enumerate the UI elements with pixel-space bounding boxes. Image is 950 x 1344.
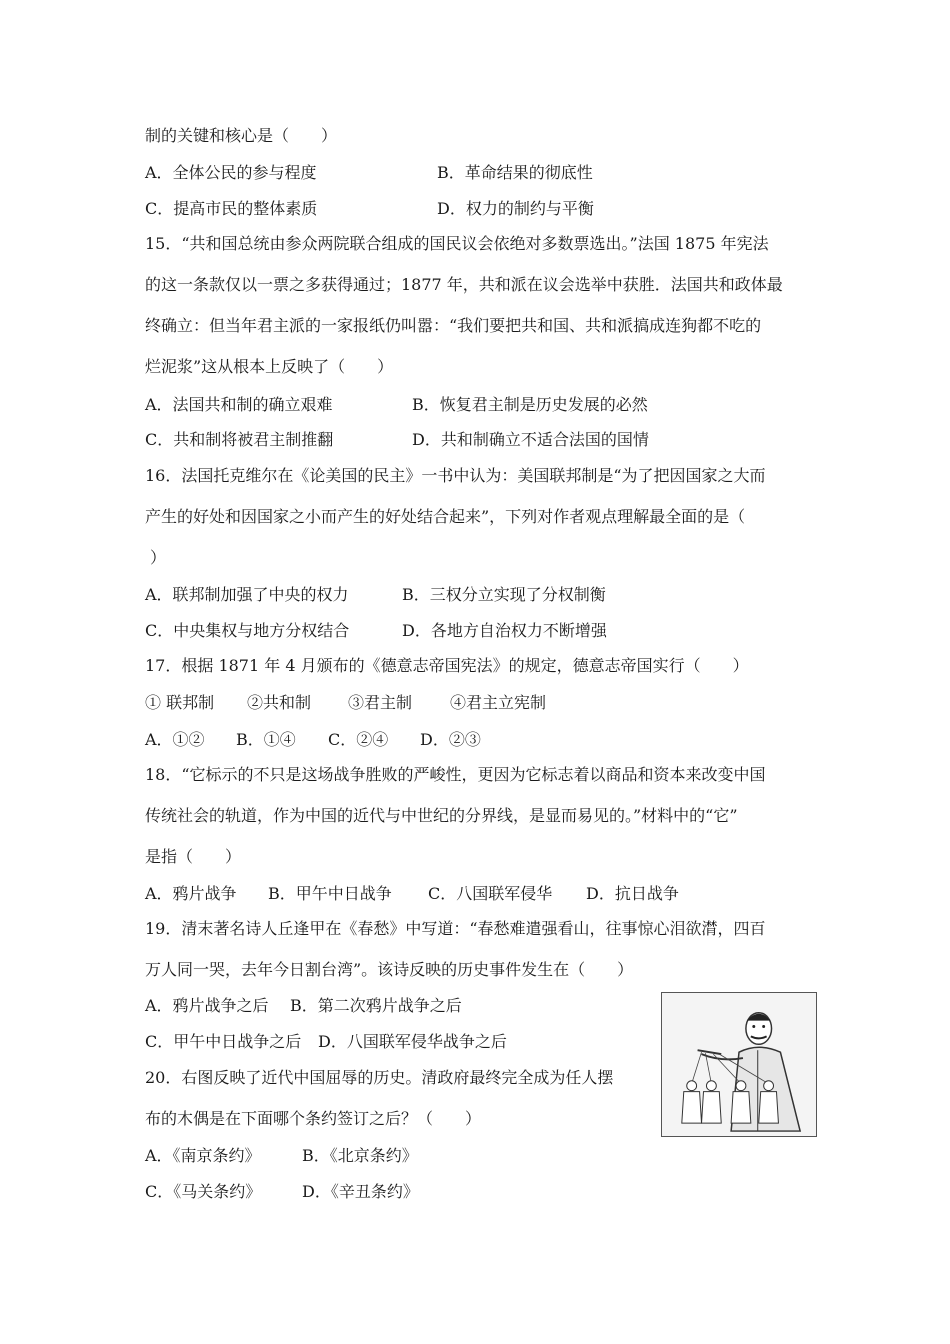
q17-item-1: ① 联邦制 xyxy=(145,693,215,712)
q19-option-c: C．甲午中日战争之后 xyxy=(145,1032,302,1051)
q17-item-4: ④君主立宪制 xyxy=(450,693,547,712)
q14-stem-continuation: 制的关键和核心是（ ） xyxy=(145,126,338,145)
q16-option-d: D．各地方自治权力不断增强 xyxy=(402,621,607,640)
q15-stem-line-1: 15．“共和国总统由参众两院联合组成的国民议会依绝对多数票选出。”法国 1875 年宪法 xyxy=(145,234,769,253)
q17-option-d: D．②③ xyxy=(420,730,481,749)
q15-stem-line-3: 终确立：但当年君主派的一家报纸仍叫嚣：“我们要把共和国、共和派搞成连狗都不吃的 xyxy=(145,316,762,335)
q14-option-a: A．全体公民的参与程度 xyxy=(145,163,317,182)
q14-option-c: C．提高市民的整体素质 xyxy=(145,199,318,218)
q17-option-b: B．①④ xyxy=(236,730,296,749)
q15-option-b: B．恢复君主制是历史发展的必然 xyxy=(412,395,648,414)
q18-stem-line-2: 传统社会的轨道，作为中国的近代与中世纪的分界线，是显而易见的。”材料中的“它” xyxy=(145,806,738,825)
q19-stem-line-1: 19．清末著名诗人丘逢甲在《春愁》中写道：“春愁难遣强看山，往事惊心泪欲潸，四百 xyxy=(145,919,766,938)
q17-option-c: C．②④ xyxy=(328,730,389,749)
q16-stem-line-1: 16．法国托克维尔在《论美国的民主》一书中认为：美国联邦制是“为了把因国家之大而 xyxy=(145,466,766,485)
q17-option-a: A．①② xyxy=(145,730,205,749)
q19-option-b: B．第二次鸦片战争之后 xyxy=(290,996,462,1015)
q20-option-d: D．《辛丑条约》 xyxy=(302,1182,419,1201)
q15-stem-line-2: 的这一条款仅以一票之多获得通过；1877 年，共和派在议会选举中获胜．法国共和政体最 xyxy=(145,275,783,294)
q16-stem-line-3: ） xyxy=(150,548,167,567)
q17-item-2: ②共和制 xyxy=(247,693,312,712)
q19-option-a: A．鸦片战争之后 xyxy=(145,996,269,1015)
q16-option-c: C．中央集权与地方分权结合 xyxy=(145,621,350,640)
q15-option-a: A．法国共和制的确立艰难 xyxy=(145,395,333,414)
q18-option-a: A．鸦片战争 xyxy=(145,884,237,903)
q19-stem-line-2: 万人同一哭，去年今日割台湾”。该诗反映的历史事件发生在（ ） xyxy=(145,960,634,979)
q17-item-3: ③君主制 xyxy=(348,693,413,712)
q20-stem-line-1: 20．右图反映了近代中国屈辱的历史。清政府最终完全成为任人摆 xyxy=(145,1068,614,1087)
q18-stem-line-3: 是指（ ） xyxy=(145,847,242,866)
q14-option-b: B．革命结果的彻底性 xyxy=(437,163,593,182)
q16-option-b: B．三权分立实现了分权制衡 xyxy=(402,585,606,604)
q20-option-b: B．《北京条约》 xyxy=(302,1146,418,1165)
puppet-cartoon-image xyxy=(661,992,817,1137)
q14-option-d: D．权力的制约与平衡 xyxy=(437,199,594,218)
q17-stem: 17．根据 1871 年 4 月颁布的《德意志帝国宪法》的规定，德意志帝国实行（ ） xyxy=(145,656,749,675)
q18-option-c: C．八国联军侵华 xyxy=(428,884,553,903)
q15-option-d: D．共和制确立不适合法国的国情 xyxy=(412,430,649,449)
q18-option-d: D．抗日战争 xyxy=(586,884,679,903)
q16-option-a: A．联邦制加强了中央的权力 xyxy=(145,585,349,604)
q19-option-d: D．八国联军侵华战争之后 xyxy=(318,1032,507,1051)
q15-option-c: C．共和制将被君主制推翻 xyxy=(145,430,334,449)
q15-stem-line-4: 烂泥浆”这从根本上反映了（ ） xyxy=(145,357,394,376)
q16-stem-line-2: 产生的好处和因国家之小而产生的好处结合起来”，下列对作者观点理解最全面的是（ xyxy=(145,507,746,526)
q20-stem-line-2: 布的木偶是在下面哪个条约签订之后？（ ） xyxy=(145,1109,482,1128)
q18-option-b: B．甲午中日战争 xyxy=(268,884,392,903)
q20-option-c: C．《马关条约》 xyxy=(145,1182,262,1201)
q20-option-a: A．《南京条约》 xyxy=(145,1146,261,1165)
q18-stem-line-1: 18．“它标示的不只是这场战争胜败的严峻性，更因为它标志着以商品和资本来改变中国 xyxy=(145,765,766,784)
